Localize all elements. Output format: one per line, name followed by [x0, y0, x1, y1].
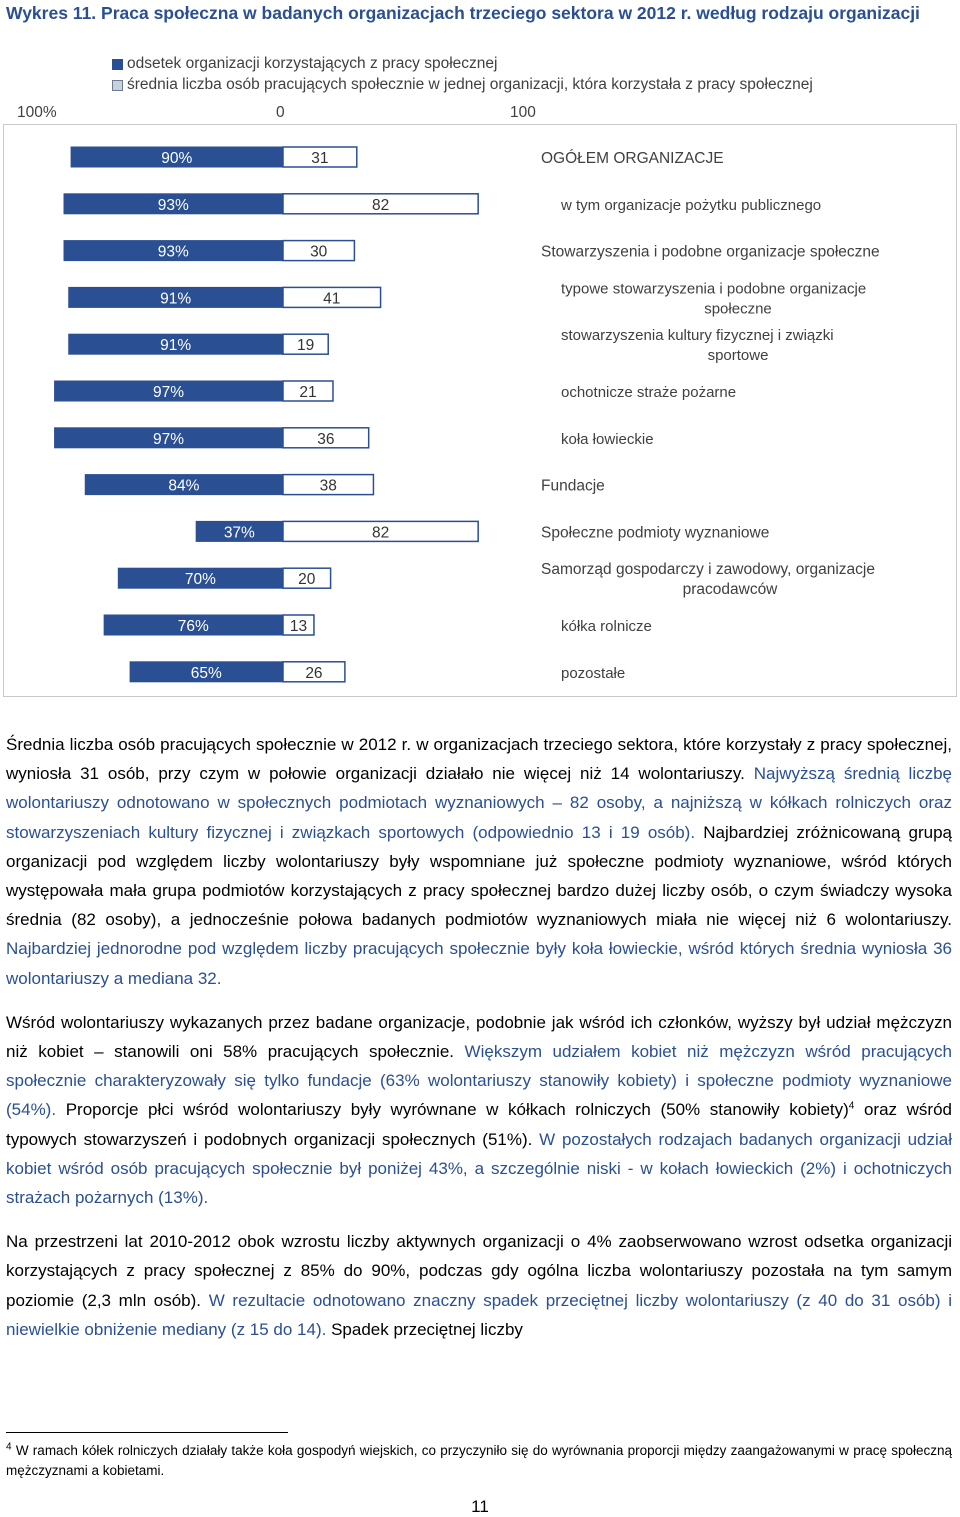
percent-bar-label: 76% [177, 618, 209, 635]
percent-bar-label: 93% [157, 196, 189, 214]
category-label: Fundacje [541, 477, 605, 495]
percent-bar-label: 70% [184, 571, 216, 589]
category-label: koła łowieckie [561, 430, 654, 448]
category-label: Stowarzyszenia i podobne organizacje społeczne [541, 243, 880, 261]
percent-bar-label: 37% [223, 524, 255, 542]
category-label: Samorząd gospodarczy i zawodowy, organizacje [541, 561, 875, 579]
category-label: Społeczne podmioty wyznaniowe [541, 524, 770, 542]
count-bar-label: 82 [371, 524, 390, 542]
percent-bar-label: 91% [160, 337, 192, 355]
count-bar-label: 82 [371, 196, 390, 214]
count-bar-label: 38 [319, 477, 337, 495]
percent-bar-label: 97% [153, 384, 185, 401]
bar-chart [0, 0, 960, 700]
category-label: stowarzyszenia kultury fizycznej i związki [561, 327, 834, 345]
category-label: w tym organizacje pożytku publicznego [561, 196, 822, 214]
count-bar-label: 26 [305, 664, 323, 682]
count-bar-label: 31 [311, 150, 329, 167]
count-bar-label: 41 [323, 290, 341, 308]
axis-zero-label: 0 [276, 104, 285, 121]
category-label: pozostałe [561, 664, 626, 682]
count-bar-label: 21 [299, 384, 317, 401]
axis-left-label: 100% [17, 104, 57, 121]
count-bar-label: 19 [296, 337, 315, 355]
count-bar-label: 36 [317, 430, 335, 448]
category-label: ochotnicze straże pożarne [561, 384, 737, 401]
percent-bar-label: 91% [160, 290, 192, 308]
percent-bar-label: 84% [168, 477, 200, 495]
percent-bar-label: 97% [153, 430, 185, 448]
paragraph-1: Średnia liczba osób pracujących społecznie w 2012 r. w organizacjach trzeciego sektora, które korzystały z pracy społecznej, wyniosła 31 osób, przy czym w połowie organizacji działało nie więcej niż 14 wolontariuszy. Najwyższą średnią liczbę wolontariuszy odnotowano w społecznych podmiotach wyznaniowych – 82 osoby, a najniższą w kółkach rolniczych oraz stowarzyszeniach kultury fizycznej i związkach sportowych (odpowiednio 13 i 19 osób). Najbardziej zróżnicowaną grupą organizacji pod względem liczby wolontariuszy były wspomniane już społeczne podmioty wyznaniowe, wśród których występowała mała grupa podmiotów korzystających z pracy społecznej bardzo dużej liczby osób, o czym świadczy wysoka średnia (82 osoby), a jednocześnie połowa badanych podmiotów wyznaniowych miała nie więcej niż 6 wolontariuszy. Najbardziej jednorodne pod względem liczby pracujących społecznie były koła łowieckie, wśród których średnia wyniosła 36 wolontariuszy a mediana 32. [6, 735, 953, 988]
percent-bar-label: 65% [190, 664, 222, 682]
paragraph-2: Wśród wolontariuszy wykazanych przez badane organizacje, podobnie jak wśród ich członków, wyższy był udział mężczyzn niż kobiet – stanowili oni 58% pracujących społecznie. Większym udziałem kobiet niż mężczyzn wśród pracujących społecznie charakteryzowały się tylko fundacje (63% wolontariuszy stanowiły kobiety) i społeczne podmioty wyznaniowe (54%). Proporcje płci wśród wolontariuszy były wyrównane w kółkach rolniczych (50% stanowiły kobiety)$^4$ oraz wśród typowych stowarzyszeń i podobnych organizacji społecznych (51%). W pozostałych rodzajach badanych organizacji udział kobiet wśród osób pracujących społecznie był poniżej 43%, a szczególnie niski - w kołach łowieckich (2%) i ochotniczych strażach pożarnych (13%). [6, 1012, 952, 1208]
count-bar-label: 20 [298, 571, 316, 589]
legend-label-count: średnia liczba osób pracujących społecznie w jednej organizacji, która korzystała z pracy społecznej [127, 76, 813, 93]
axis-right-label: 100 [510, 104, 536, 121]
category-label: kółka rolnicze [561, 618, 652, 635]
count-bar-label: 13 [289, 618, 308, 635]
footnote-divider [6, 1432, 288, 1433]
count-bar-label: 30 [310, 243, 328, 261]
footnote: $^4$ W ramach kółek rolniczych działały także koła gospodyń wiejskich, co przyczyniło się do wyrównania proporcji między zaangażowanymi w pracę społeczną mężczyznami a kobietami. [6, 1441, 952, 1478]
page-number: 11 [471, 1497, 489, 1516]
category-label-line2: społeczne [704, 300, 772, 318]
category-label: typowe stowarzyszenia i podobne organizacje [561, 280, 867, 298]
category-label: OGÓŁEM ORGANIZACJE [541, 150, 724, 167]
category-label-line2: sportowe [707, 347, 769, 365]
category-label-line2: pracodawców [682, 581, 778, 599]
percent-bar-label: 93% [157, 243, 189, 261]
paragraph-3: Na przestrzeni lat 2010-2012 obok wzrostu liczby aktywnych organizacji o 4% zaobserwowano wzrost odsetka organizacji korzystających z pracy społecznej z 85% do 90%, podczas gdy ogólna liczba wolontariuszy pozostała na tym samym poziomie (2,3 mln osób). W rezultacie odnotowano znaczny spadek przeciętnej liczby wolontariuszy (z 40 do 31 osób) i niewielkie obniżenie mediany (z 15 do 14). Spadek przeciętnej liczby [6, 1232, 952, 1339]
legend-label-percent: odsetek organizacji korzystających z pracy społecznej [127, 55, 498, 72]
percent-bar-label: 90% [161, 150, 193, 167]
body-text [6, 730, 952, 1359]
figure-title: Wykres 11. Praca społeczna w badanych organizacjach trzeciego sektora w 2012 r. według rodzaju organizacji [6, 3, 920, 23]
